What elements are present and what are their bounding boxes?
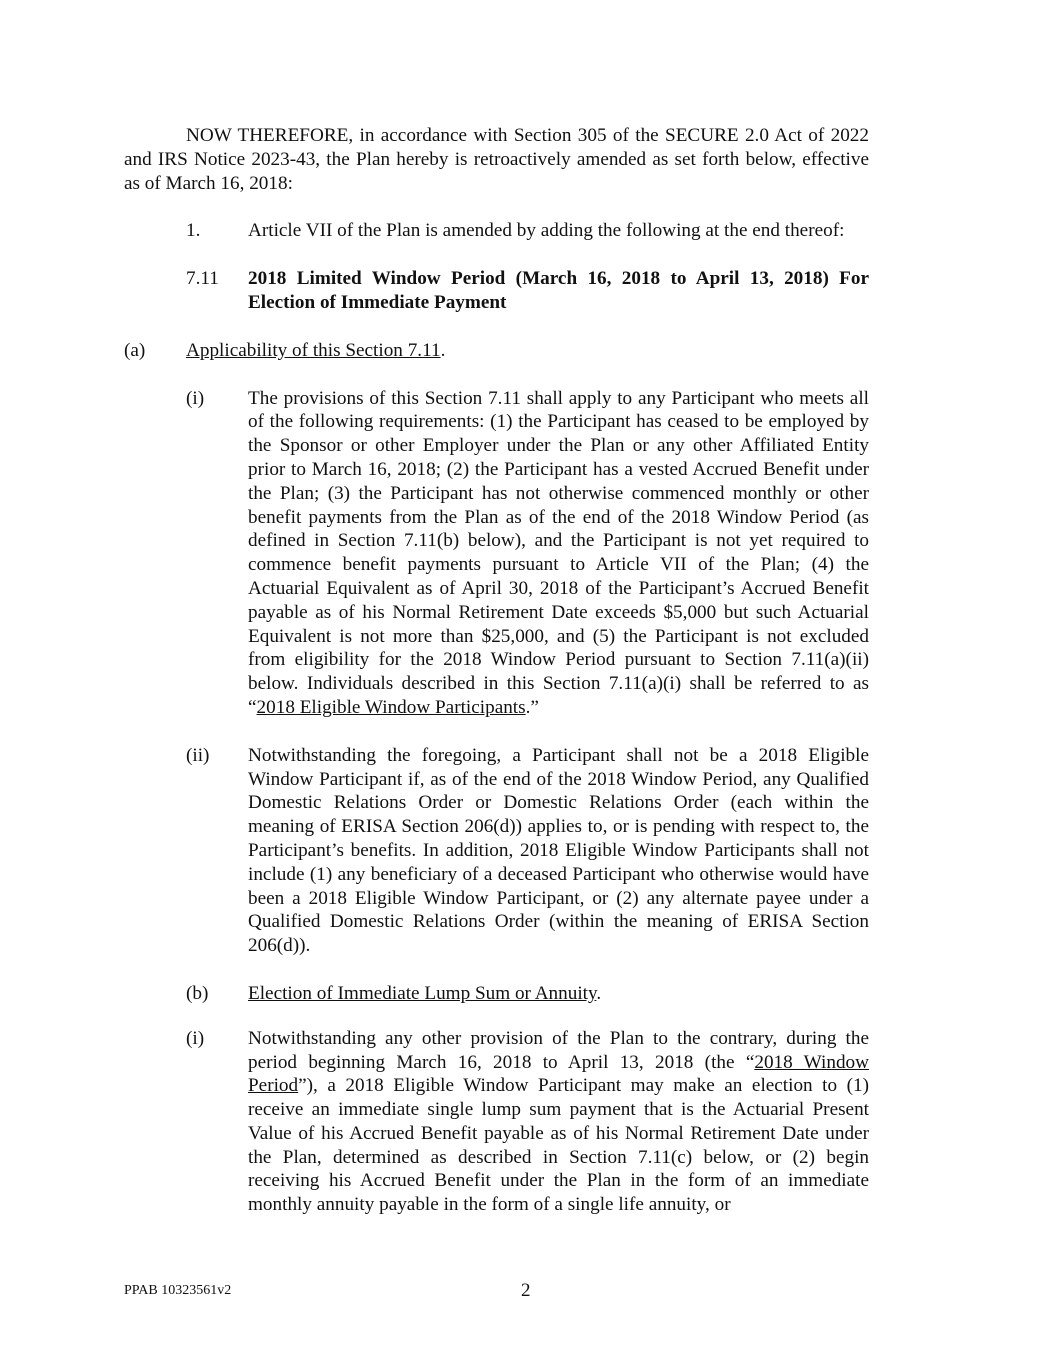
intro-paragraph: NOW THEREFORE, in accordance with Section 305 of the SECURE 2.0 Act of 2022 and IRS Notice 2023-43, the Plan hereby is retroactively amended as set forth below, effective as of March 16, 2018: bbox=[124, 125, 869, 194]
amendment-1-text: Article VII of the Plan is amended by adding the following at the end thereof: bbox=[248, 220, 845, 242]
amendment-1 bbox=[186, 219, 869, 243]
footer-document-id: PPAB 10323561v2 bbox=[124, 1283, 232, 1298]
document-body bbox=[124, 124, 869, 1217]
clause-b-i-text-end: ”), a 2018 Eligible Window Participant may make an election to (1) receive an immediate single lump sum payment that is the Actuarial Present Value of his Accrued Benefit payable as of his Normal Retirement Date under the Plan, determined as described in Section 7.11(c) below, or (2) begin receiving his Accrued Benefit under the Plan in the form of an immediate monthly annuity payable in the form of a single life annuity, or bbox=[248, 1075, 869, 1216]
subsection-a-punct: . bbox=[440, 339, 446, 361]
clause-b-i-number: (i) bbox=[186, 1027, 205, 1049]
clause-a-ii-text: Notwithstanding the foregoing, a Participant shall not be a 2018 Eligible Window Participant if, as of the end of the 2018 Window Period, any Qualified Domestic Relations Order or Domestic Relations Order (each within the meaning of ERISA Section 206(d)) applies to, or is pending with respect to, the Participant’s benefits. In addition, 2018 Eligible Window Participants shall not include (1) any beneficiary of a deceased Participant who otherwise would have been a 2018 Eligible Window Participant, or (2) any alternate payee under a Qualified Domestic Relations Order (within the meaning of ERISA Section 206(d)). bbox=[248, 744, 869, 957]
clause-b-i-defined-term: 2018 Window Period bbox=[248, 1051, 869, 1097]
clause-a-i bbox=[186, 387, 869, 720]
section-number: 7.11 bbox=[186, 268, 219, 290]
clause-a-ii bbox=[186, 744, 869, 958]
clause-b-i-text-start: Notwithstanding any other provision of the Plan to the contrary, during the period beginning March 16, 2018 to April 13, 2018 (the “ bbox=[248, 1027, 869, 1073]
section-7-11-heading bbox=[186, 267, 869, 315]
clause-b-i bbox=[186, 1027, 869, 1217]
footer-page-number: 2 bbox=[521, 1280, 531, 1301]
clause-a-i-defined-term: 2018 Eligible Window Participants bbox=[256, 696, 526, 718]
subsection-b-heading: Election of Immediate Lump Sum or Annuity bbox=[248, 982, 597, 1004]
subsection-a-number: (a) bbox=[124, 339, 146, 361]
amendment-1-number: 1. bbox=[186, 220, 201, 242]
subsection-b-number: (b) bbox=[186, 982, 209, 1004]
subsection-b bbox=[186, 982, 869, 1006]
clause-a-ii-number: (ii) bbox=[186, 744, 210, 766]
clause-a-i-number: (i) bbox=[186, 387, 205, 409]
subsection-a bbox=[124, 339, 869, 363]
clause-a-i-punct: .” bbox=[525, 696, 539, 718]
subsection-a-heading: Applicability of this Section 7.11 bbox=[186, 339, 441, 361]
section-title: 2018 Limited Window Period (March 16, 2018 to April 13, 2018) For Election of Immediate Payment bbox=[248, 268, 869, 313]
subsection-b-punct: . bbox=[596, 982, 602, 1004]
clause-a-i-text: The provisions of this Section 7.11 shall apply to any Participant who meets all of the following requirements: (1) the Participant has ceased to be employed by the Sponsor or other Employer under the Plan or any other Affiliated Entity prior to March 16, 2018; (2) the Participant has a vested Accrued Benefit under the Plan; (3) the Participant has not otherwise commenced monthly or other benefit payments from the Plan as of the end of the 2018 Window Period (as defined in Section 7.11(b) below), and the Participant is not yet required to commence benefit payments pursuant to Article VII of the Plan; (4) the Actuarial Equivalent as of April 30, 2018 of the Participant’s Accrued Benefit payable as of his Normal Retirement Date exceeds $5,000 but such Actuarial Equivalent is not more than $25,000, and (5) the Participant is not excluded from eligibility for the 2018 Window Period pursuant to Section 7.11(a)(ii) below. Individuals described in this Section 7.11(a)(i) shall be referred to as “ bbox=[248, 387, 869, 718]
